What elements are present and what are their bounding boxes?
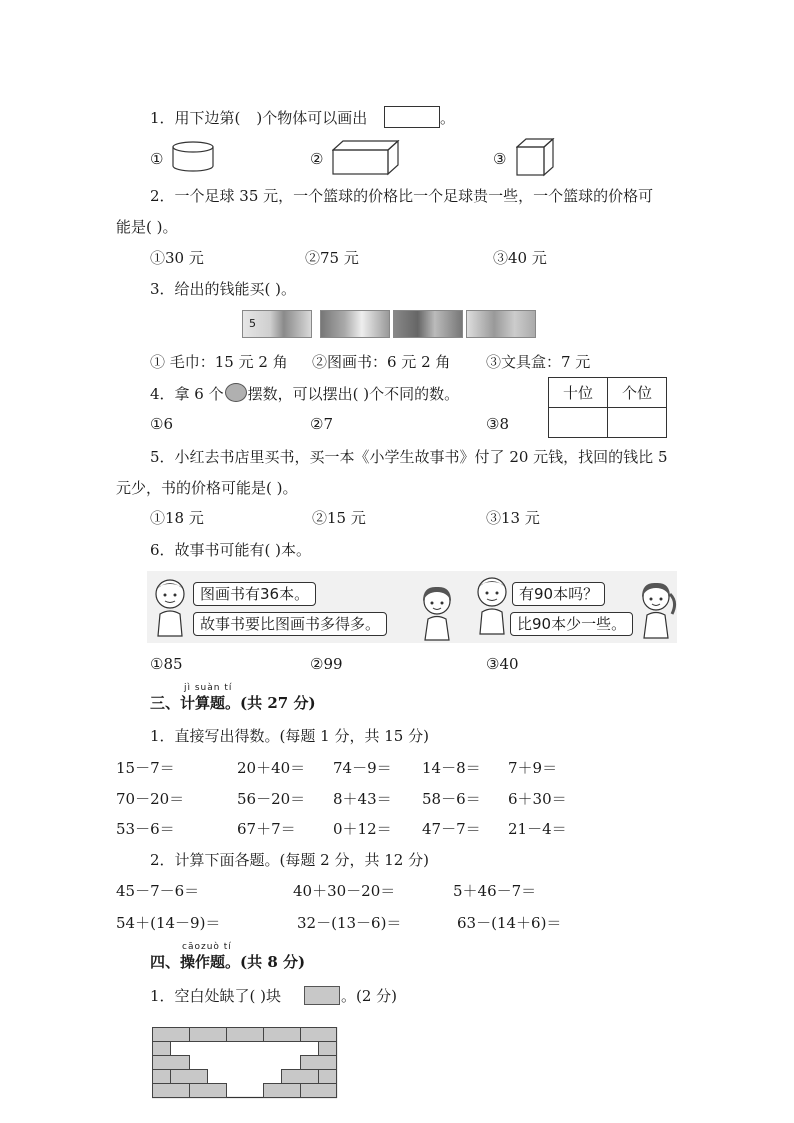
q3-text: 3．给出的钱能买( )。 bbox=[150, 280, 297, 298]
boy-figure-2-icon bbox=[472, 574, 512, 636]
calc1-r0-c1: 20＋40＝ bbox=[237, 759, 306, 777]
girl-figure-icon bbox=[417, 584, 457, 642]
calc1-r1-c3: 58－6＝ bbox=[422, 790, 481, 808]
calc1-r0-c0: 15－7＝ bbox=[116, 759, 175, 777]
q2-line1: 2．一个足球 35 元，一个篮球的价格比一个足球贵一些，一个篮球的价格可 bbox=[150, 187, 654, 205]
calc2-r0-c0: 45－7－6＝ bbox=[116, 882, 200, 900]
q1-option-3-label: ③ bbox=[493, 150, 507, 168]
section4-pinyin: cāozuò tí bbox=[182, 942, 232, 952]
q1-text: 1．用下边第( )个物体可以画出 bbox=[150, 109, 368, 127]
q4-text: 4．拿 6 个 摆数，可以摆出( )个不同的数。 bbox=[150, 385, 460, 403]
calc1-r1-c0: 70－20＝ bbox=[116, 790, 185, 808]
calc2-r0-c2: 5＋46－7＝ bbox=[453, 882, 537, 900]
q5-option-2: ②15 元 bbox=[312, 509, 366, 527]
q4-option-2: ②7 bbox=[310, 415, 333, 433]
banknote-5-jiao-2 bbox=[393, 310, 463, 338]
cuboid-icon bbox=[332, 140, 402, 176]
q2-option-1: ①30 元 bbox=[150, 249, 204, 267]
calc2-r1-c1: 32－(13－6)＝ bbox=[297, 914, 402, 932]
calc2-text: 2．计算下面各题。(每题 2 分，共 12 分) bbox=[150, 851, 429, 869]
calc1-r0-c3: 14－8＝ bbox=[422, 759, 481, 777]
q6-option-1: ①85 bbox=[150, 655, 183, 673]
q5-line2: 元少，书的价格可能是( )。 bbox=[116, 479, 298, 497]
calc1-r2-c4: 21－4＝ bbox=[508, 820, 567, 838]
place-value-table bbox=[548, 377, 667, 438]
op1-text-b: 。(2 分) bbox=[341, 987, 398, 1005]
q5-option-1: ①18 元 bbox=[150, 509, 204, 527]
tens-cell bbox=[549, 408, 608, 438]
calc1-r2-c2: 0＋12＝ bbox=[333, 820, 392, 838]
calc1-r2-c3: 47－7＝ bbox=[422, 820, 481, 838]
q1-option-2-label: ② bbox=[310, 150, 324, 168]
cylinder-icon bbox=[172, 140, 216, 174]
tens-header: 十位 bbox=[549, 378, 608, 408]
calc2-r1-c2: 63－(14＋6)＝ bbox=[457, 914, 562, 932]
calc1-r1-c4: 6＋30＝ bbox=[508, 790, 567, 808]
calc1-r1-c1: 56－20＝ bbox=[237, 790, 306, 808]
q4-option-3: ③8 bbox=[486, 415, 509, 433]
calc2-r1-c0: 54＋(14－9)＝ bbox=[116, 914, 221, 932]
calc1-r1-c2: 8＋43＝ bbox=[333, 790, 392, 808]
q5-line1: 5．小红去书店里买书，买一本《小学生故事书》付了 20 元钱，找回的钱比 5 bbox=[150, 448, 668, 466]
q1-period: 。 bbox=[440, 109, 456, 127]
brick-wall-figure bbox=[152, 1027, 338, 1099]
banknote-5-jiao bbox=[320, 310, 390, 338]
calc1-r2-c0: 53－6＝ bbox=[116, 820, 175, 838]
q2-option-2: ②75 元 bbox=[305, 249, 359, 267]
banknote-5-yuan: 5 bbox=[242, 310, 312, 338]
q2-line2: 能是( )。 bbox=[116, 218, 178, 236]
banknote-2-jiao bbox=[466, 310, 536, 338]
section3-pinyin: jì suàn tí bbox=[184, 683, 233, 693]
speech-bubble-4: 比90本少一些。 bbox=[510, 612, 633, 636]
speech-bubble-2: 故事书要比图画书多得多。 bbox=[193, 612, 387, 636]
q3-option-1: ① 毛巾：15 元 2 角 bbox=[150, 353, 288, 371]
girl-figure-2-icon bbox=[636, 580, 678, 640]
q6-option-3: ③40 bbox=[486, 655, 519, 673]
op1-text-a: 1．空白处缺了( )块 bbox=[150, 987, 282, 1005]
q1-option-1-label: ① bbox=[150, 150, 164, 168]
ones-cell bbox=[608, 408, 667, 438]
q4-option-1: ①6 bbox=[150, 415, 173, 433]
section4-heading: 四、操作题。(共 8 分) bbox=[150, 953, 306, 971]
q6-text: 6．故事书可能有( )本。 bbox=[150, 541, 312, 559]
calc1-r2-c1: 67＋7＝ bbox=[237, 820, 296, 838]
speech-bubble-3: 有90本吗？ bbox=[512, 582, 605, 606]
calc2-r0-c1: 40＋30－20＝ bbox=[293, 882, 396, 900]
counter-disc-icon bbox=[225, 383, 247, 402]
rectangle-shape bbox=[384, 106, 440, 128]
cube-icon bbox=[516, 138, 556, 178]
calc1-text: 1．直接写出得数。(每题 1 分，共 15 分) bbox=[150, 727, 429, 745]
q3-option-2: ②图画书：6 元 2 角 bbox=[312, 353, 451, 371]
q6-option-2: ②99 bbox=[310, 655, 343, 673]
section3-heading: 三、计算题。(共 27 分) bbox=[150, 694, 316, 712]
calc1-r0-c2: 74－9＝ bbox=[333, 759, 392, 777]
ones-header: 个位 bbox=[608, 378, 667, 408]
boy-figure-icon bbox=[150, 576, 190, 638]
speech-bubble-1: 图画书有36本。 bbox=[193, 582, 316, 606]
brick-sample-icon bbox=[304, 986, 340, 1005]
calc1-r0-c4: 7＋9＝ bbox=[508, 759, 558, 777]
q2-option-3: ③40 元 bbox=[493, 249, 547, 267]
q5-option-3: ③13 元 bbox=[486, 509, 540, 527]
q3-option-3: ③文具盒：7 元 bbox=[486, 353, 591, 371]
